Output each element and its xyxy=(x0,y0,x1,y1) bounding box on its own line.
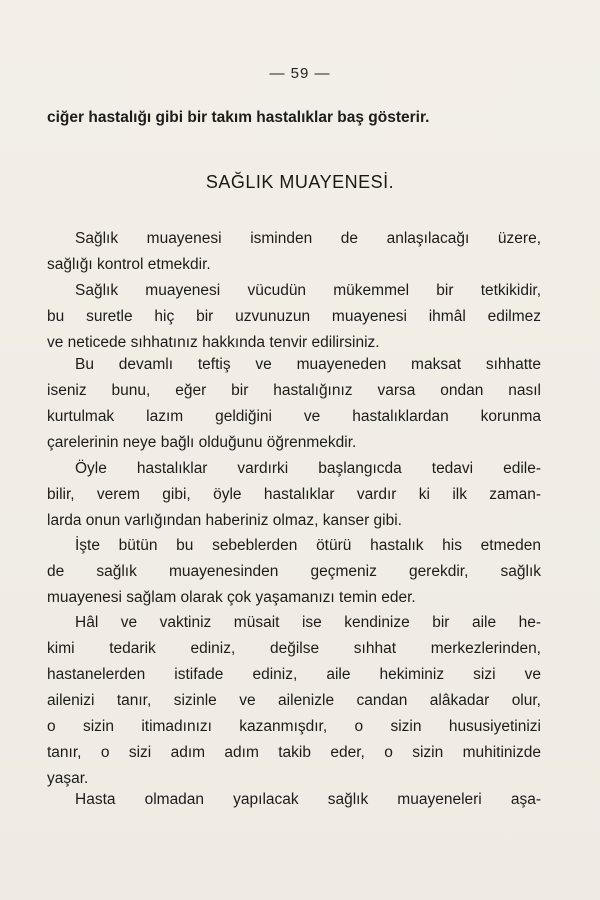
paragraph-line: çarelerinin neye bağlı olduğunu öğrenmekdir. xyxy=(47,434,357,451)
paragraph-4 xyxy=(47,456,541,534)
paragraph-line: bilir, verem gibi, öyle hastalıklar vardır ki ilk zaman- xyxy=(47,486,541,503)
paragraph-line: larda onun varlığından haberiniz olmaz, kanser gibi. xyxy=(47,512,402,529)
paragraph-line: ailenizi tanır, sizinle ve ailenizle candan alâkadar olur, xyxy=(47,692,541,709)
paragraph-line: ve neticede sıhhatınız hakkında tenvir edilirsiniz. xyxy=(47,334,380,351)
paragraph-line: tanır, o sizi adım adım takib eder, o sizin muhitinizde xyxy=(47,744,541,761)
paragraph-line: Hâl ve vaktiniz müsait ise kendinize bir aile he- xyxy=(75,614,541,631)
paragraph-line: İşte bütün bu sebeblerden ötürü hastalık his etmeden xyxy=(75,537,541,554)
paragraph-line: muayenesi sağlam olarak çok yaşamanızı temin eder. xyxy=(47,589,416,606)
paragraph-line: Öyle hastalıklar vardırki başlangıcda tedavi edile- xyxy=(75,460,541,477)
section-heading: SAĞLIK MUAYENESİ. xyxy=(205,172,395,192)
paragraph-5 xyxy=(47,533,541,611)
paragraph-line: de sağlık muayenesinden geçmeniz gerekdir, sağlık xyxy=(47,563,541,580)
paragraph-line: kimi tedarik ediniz, değilse sıhhat merkezlerinden, xyxy=(47,640,541,657)
paragraph-6 xyxy=(47,610,541,792)
paragraph-3 xyxy=(47,352,541,456)
paragraph-line: bu suretle hiç bir uzvunuzun muayenesi ihmâl edilmez xyxy=(47,308,541,325)
paragraph-line: Sağlık muayenesi vücudün mükemmel bir tetkikidir, xyxy=(75,282,541,299)
paragraph-line: Hasta olmadan yapılacak sağlık muayeneleri aşa- xyxy=(75,791,541,808)
paragraph-2 xyxy=(47,278,541,356)
paragraph-line: iseniz bunu, eğer bir hastalığınız varsa ondan nasıl xyxy=(47,382,541,399)
paragraph-line: Bu devamlı teftiş ve muayeneden maksat sıhhatte xyxy=(75,356,541,373)
continuation-line: ciğer hastalığı gibi bir takım hastalıklar baş gösterir. xyxy=(47,109,430,126)
paragraph-line: o sizin itimadınızı kazanmışdır, o sizin hususiyetinizi xyxy=(47,718,541,735)
paragraph-1 xyxy=(47,226,541,278)
page-number: — 59 — xyxy=(269,65,331,82)
paragraph-line: hastanelerden istifade ediniz, aile hekiminiz sizi ve xyxy=(47,666,541,683)
paragraph-line: Sağlık muayenesi isminden de anlaşılacağı üzere, xyxy=(75,230,541,247)
continuation-line-block xyxy=(47,105,541,131)
paragraph-line: sağlığı kontrol etmekdir. xyxy=(47,256,211,273)
paragraph-line: kurtulmak lazım geldiğini ve hastalıklardan korunma xyxy=(47,408,541,425)
paragraph-line: yaşar. xyxy=(47,770,89,787)
paragraph-7 xyxy=(47,787,541,813)
